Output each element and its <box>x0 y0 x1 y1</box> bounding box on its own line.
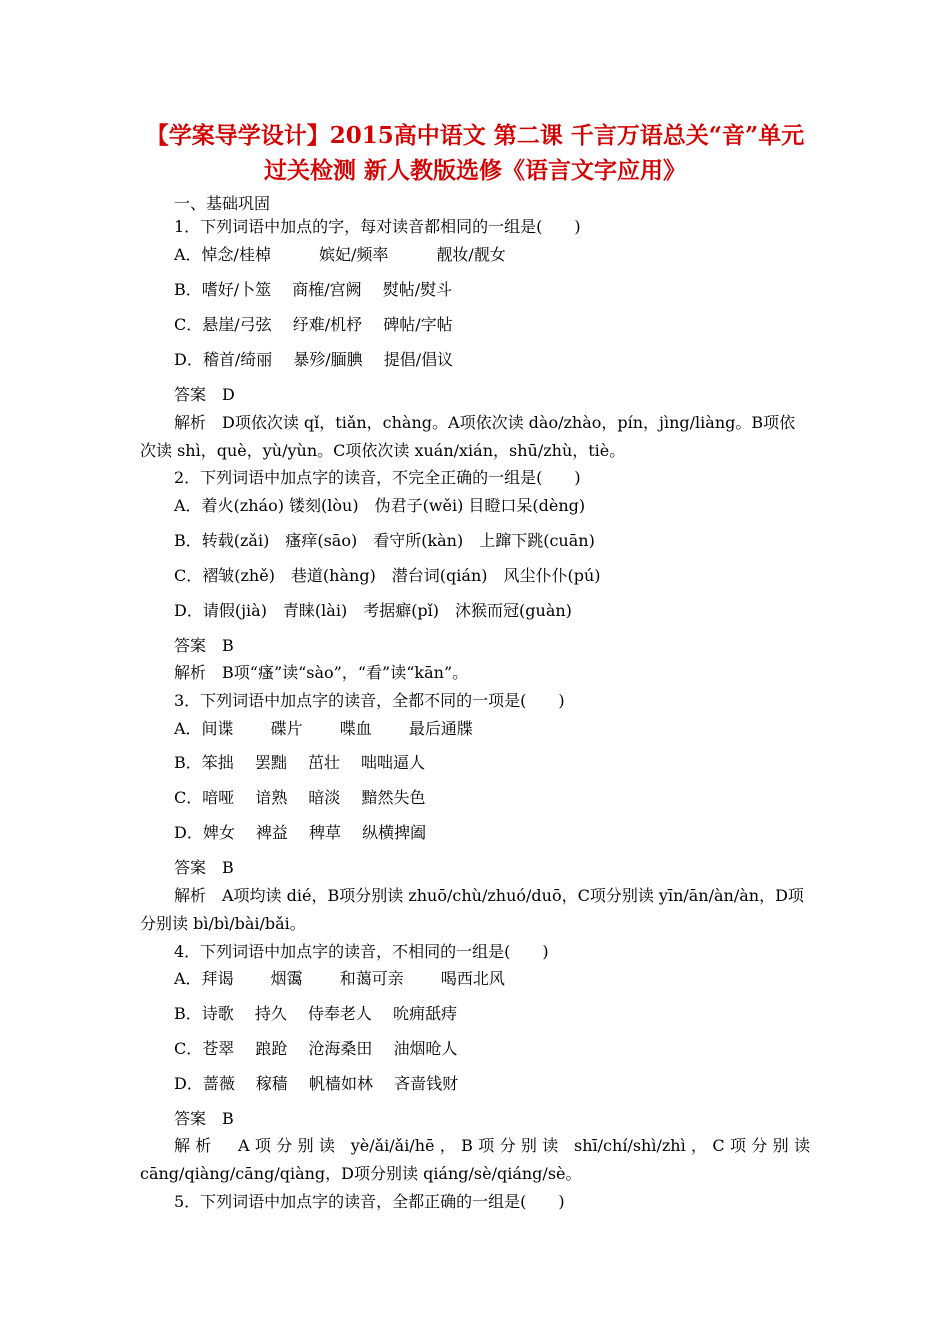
q4-option-c: C．苍翠 踉跄 沧海桑田 油烟呛人 <box>174 1039 458 1058</box>
q1-option-c: C．悬崖/弓弦 纾难/机杼 碑帖/字帖 <box>174 315 453 334</box>
q4-explanation-line-1: 解析 A项分别读 yè/ǎi/ǎi/hē，B项分别读 shī/chí/shì/zhì，C项分别读 <box>174 1136 810 1155</box>
q5-stem: 5．下列词语中加点字的读音，全都正确的一组是( ) <box>174 1192 565 1211</box>
q2-option-a: A．着火(zháo) 镂刻(lòu) 伪君子(wěi) 目瞪口呆(dèng) <box>174 496 586 515</box>
q3-option-b: B．笨拙 罢黜 茁壮 咄咄逼人 <box>174 753 426 772</box>
q3-option-a: A．间谍 碟片 喋血 最后通牒 <box>174 719 473 738</box>
q3-explanation-line-1: 解析 A项均读 dié，B项分别读 zhuō/chù/zhuó/duō，C项分别读 yīn/ān/àn/àn，D项 <box>174 886 804 905</box>
q4-option-a: A．拜谒 烟霭 和蔼可亲 喝西北风 <box>174 969 505 988</box>
q2-option-d: D．请假(jià) 青睐(lài) 考据癖(pǐ) 沐猴而冠(guàn) <box>174 601 572 620</box>
document-title-line-1: 【学案导学设计】2015高中语文 第二课 千言万语总关“音”单元 <box>145 122 805 149</box>
q1-option-d: D．稽首/绮丽 暴殄/腼腆 提倡/倡议 <box>174 350 454 369</box>
q1-option-b: B．嗜好/卜筮 商榷/宫阙 熨帖/熨斗 <box>174 280 453 299</box>
q2-stem: 2．下列词语中加点字的读音，不完全正确的一组是( ) <box>174 468 581 487</box>
q1-explanation-line-1: 解析 D项依次读 qǐ，tiǎn，chàng。A项依次读 dào/zhào，pín，jìng/liàng。B项依 <box>174 413 796 432</box>
q1-answer: 答案 D <box>174 385 235 404</box>
q4-stem: 4．下列词语中加点字的读音，不相同的一组是( ) <box>174 942 549 961</box>
q3-answer: 答案 B <box>174 858 234 877</box>
q1-option-a: A．悼念/桂棹 嫔妃/频率 靓妆/靓女 <box>174 245 506 264</box>
document-title-line-2: 过关检测 新人教版选修《语言文字应用》 <box>263 157 686 184</box>
q1-explanation-line-2: 次读 shì，què，yù/yùn。C项依次读 xuán/xián，shū/zhù，tiè。 <box>140 441 626 460</box>
q4-option-b: B．诗歌 持久 侍奉老人 吮痈舐痔 <box>174 1004 458 1023</box>
q1-stem: 1．下列词语中加点的字，每对读音都相同的一组是( ) <box>174 217 581 236</box>
q3-option-c: C．喑哑 谙熟 暗淡 黯然失色 <box>174 788 426 807</box>
q2-answer: 答案 B <box>174 636 234 655</box>
q2-explanation-line-1: 解析 B项“瘙”读“sào”，“看”读“kān”。 <box>174 663 469 682</box>
q2-option-b: B．转载(zǎi) 瘙痒(sāo) 看守所(kàn) 上蹿下跳(cuān) <box>174 531 595 550</box>
q4-option-d: D．蔷薇 稼穑 帆樯如林 吝啬钱财 <box>174 1074 459 1093</box>
q3-explanation-line-2: 分别读 bì/bì/bài/bǎi。 <box>140 914 306 933</box>
q3-stem: 3．下列词语中加点字的读音，全都不同的一项是( ) <box>174 691 565 710</box>
q3-option-d: D．婢女 裨益 稗草 纵横捭阖 <box>174 823 427 842</box>
q2-option-c: C．褶皱(zhě) 巷道(hàng) 潜台词(qián) 风尘仆仆(pú) <box>174 566 601 585</box>
q4-answer: 答案 B <box>174 1109 234 1128</box>
q4-explanation-line-2: cāng/qiàng/cāng/qiàng，D项分别读 qiáng/sè/qiáng/sè。 <box>140 1164 582 1183</box>
section-heading: 一、基础巩固 <box>174 194 271 213</box>
